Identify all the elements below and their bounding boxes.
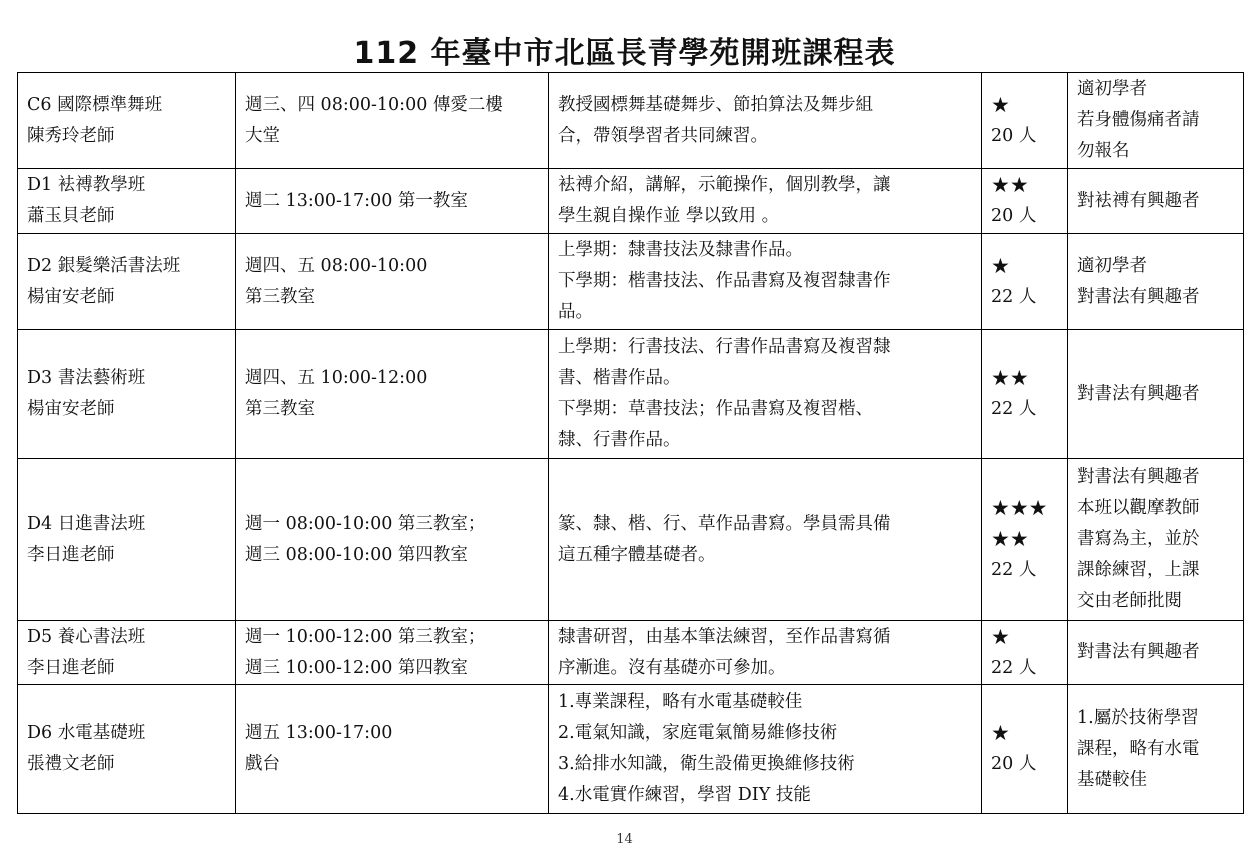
capacity: 22 人: [991, 657, 1037, 678]
course-name: D3 書法藝術班: [27, 368, 146, 388]
star-rating: ★★: [991, 366, 1029, 390]
table-row: [18, 73, 1244, 169]
note-cell: [1068, 621, 1244, 685]
level-capacity-cell: [982, 234, 1068, 330]
teacher-name: 李日進老師: [27, 544, 115, 565]
capacity: 22 人: [991, 286, 1037, 307]
note-cell: [1068, 330, 1244, 459]
star-rating: ★: [991, 624, 1010, 649]
schedule-line: 第三教室: [245, 399, 315, 419]
note-line: 課程，略有水電: [1077, 738, 1200, 759]
page-number: 14: [616, 832, 633, 847]
level-capacity-cell: [982, 621, 1068, 685]
table-row: [18, 459, 1244, 621]
course-cell: [18, 685, 236, 814]
description-line: 書、楷書作品。: [558, 368, 681, 388]
description-line: 上學期：隸書技法及隸書作品。: [558, 240, 803, 260]
capacity: 20 人: [991, 125, 1037, 146]
note-cell: [1068, 234, 1244, 330]
course-name: D2 銀髮樂活書法班: [27, 255, 181, 276]
description-line: 上學期：行書技法、行書作品書寫及複習隸: [558, 337, 891, 357]
description-line: 2.電氣知識，家庭電氣簡易維修技術: [558, 723, 838, 743]
star-rating: ★: [991, 253, 1010, 278]
table-row: [18, 169, 1244, 234]
schedule-line: 週一 10:00-12:00 第三教室；: [245, 626, 486, 647]
schedule-line: 大堂: [245, 125, 280, 146]
teacher-name: 陳秀玲老師: [27, 125, 115, 146]
teacher-name: 李日進老師: [27, 657, 115, 678]
description-line: 1.專業課程，略有水電基礎較佳: [558, 692, 803, 712]
note-line: 對書法有興趣者: [1077, 286, 1200, 307]
description-cell: [549, 330, 982, 459]
note-cell: [1068, 169, 1244, 234]
star-rating: ★★: [991, 527, 1029, 551]
level-capacity-cell: [982, 169, 1068, 234]
teacher-name: 楊宙安老師: [27, 286, 115, 307]
note-line: 1.屬於技術學習: [1077, 707, 1199, 728]
description-cell: [549, 73, 982, 169]
capacity: 20 人: [991, 206, 1037, 226]
table-row: [18, 330, 1244, 459]
description-line: 學生親自操作並 學以致用 。: [558, 206, 780, 226]
table-row: [18, 234, 1244, 330]
description-line: 教授國標舞基礎舞步、節拍算法及舞步組: [558, 94, 873, 115]
course-name: D1 袪禣教學班: [27, 175, 146, 195]
course-schedule-table: [17, 72, 1244, 814]
schedule-cell: [236, 330, 549, 459]
schedule-line: 週四、五 10:00-12:00: [245, 368, 428, 388]
schedule-line: 週三 08:00-10:00 第四教室: [245, 544, 468, 565]
course-cell: [18, 330, 236, 459]
description-cell: [549, 621, 982, 685]
course-cell: [18, 169, 236, 234]
note-line: 課餘練習，上課: [1077, 560, 1200, 580]
level-capacity-cell: [982, 685, 1068, 814]
note-line: 若身體傷痛者請: [1077, 110, 1200, 130]
note-line: 對書法有興趣者: [1077, 642, 1200, 662]
table-row: [18, 621, 1244, 685]
page-title: 112 年臺中市北區長青學苑開班課程表: [353, 36, 896, 71]
schedule-cell: [236, 169, 549, 234]
star-rating: ★★: [991, 173, 1029, 197]
description-cell: [549, 234, 982, 330]
course-cell: [18, 459, 236, 621]
star-rating: ★★★: [991, 496, 1048, 520]
description-line: 下學期：草書技法；作品書寫及複習楷、: [558, 399, 873, 419]
note-line: 基礎較佳: [1077, 769, 1147, 790]
description-line: 隸、行書作品。: [558, 430, 681, 450]
note-cell: [1068, 685, 1244, 814]
description-line: 篆、隸、楷、行、草作品書寫。學員需具備: [558, 513, 891, 534]
course-name: D6 水電基礎班: [27, 723, 146, 743]
course-name: C6 國際標準舞班: [27, 94, 163, 115]
schedule-cell: [236, 234, 549, 330]
schedule-line: 週三、四 08:00-10:00 傳愛二樓: [245, 94, 503, 115]
note-line: 對書法有興趣者: [1077, 467, 1200, 487]
description-line: 4.水電實作練習，學習 DIY 技能: [558, 785, 811, 805]
note-cell: [1068, 73, 1244, 169]
note-line: 本班以觀摩教師: [1077, 498, 1200, 518]
teacher-name: 張禮文老師: [27, 754, 115, 774]
schedule-line: 週一 08:00-10:00 第三教室；: [245, 513, 486, 534]
table-row: [18, 685, 1244, 814]
note-line: 對袪禣有興趣者: [1077, 190, 1200, 211]
description-line: 下學期：楷書技法、作品書寫及複習隸書作: [558, 271, 891, 291]
course-cell: [18, 73, 236, 169]
note-line: 適初學者: [1077, 255, 1147, 276]
description-line: 3.給排水知識，衛生設備更換維修技術: [558, 754, 855, 774]
description-line: 這五種字體基礎者。: [558, 544, 716, 565]
note-line: 書寫為主，並於: [1077, 529, 1200, 549]
course-name: D4 日進書法班: [27, 513, 146, 534]
schedule-cell: [236, 73, 549, 169]
description-cell: [549, 459, 982, 621]
teacher-name: 蕭玉貝老師: [27, 206, 115, 226]
level-capacity-cell: [982, 330, 1068, 459]
description-line: 袪禣介紹，講解，示範操作，個別教學，讓: [558, 175, 891, 195]
teacher-name: 楊宙安老師: [27, 399, 115, 419]
schedule-cell: [236, 685, 549, 814]
schedule-line: 週二 13:00-17:00 第一教室: [245, 190, 468, 211]
schedule-line: 週五 13:00-17:00: [245, 723, 393, 743]
course-cell: [18, 621, 236, 685]
capacity: 22 人: [991, 560, 1037, 580]
schedule-line: 週三 10:00-12:00 第四教室: [245, 657, 468, 678]
schedule-line: 第三教室: [245, 286, 315, 307]
note-line: 勿報名: [1077, 141, 1130, 161]
capacity: 20 人: [991, 754, 1037, 774]
schedule-line: 週四、五 08:00-10:00: [245, 255, 428, 276]
note-line: 對書法有興趣者: [1077, 383, 1200, 404]
schedule-cell: [236, 621, 549, 685]
note-line: 交由老師批閱: [1077, 591, 1182, 611]
level-capacity-cell: [982, 459, 1068, 621]
description-cell: [549, 169, 982, 234]
description-line: 合，帶領學習者共同練習。: [558, 125, 768, 146]
description-line: 品。: [558, 302, 593, 322]
star-rating: ★: [991, 92, 1010, 117]
description-line: 序漸進。沒有基礎亦可參加。: [558, 657, 786, 678]
capacity: 22 人: [991, 399, 1037, 419]
schedule-cell: [236, 459, 549, 621]
star-rating: ★: [991, 721, 1010, 745]
note-line: 適初學者: [1077, 79, 1147, 99]
note-cell: [1068, 459, 1244, 621]
course-name: D5 養心書法班: [27, 626, 146, 647]
description-line: 隸書研習，由基本筆法練習，至作品書寫循: [558, 626, 891, 647]
level-capacity-cell: [982, 73, 1068, 169]
course-cell: [18, 234, 236, 330]
schedule-line: 戲台: [245, 754, 280, 774]
description-cell: [549, 685, 982, 814]
